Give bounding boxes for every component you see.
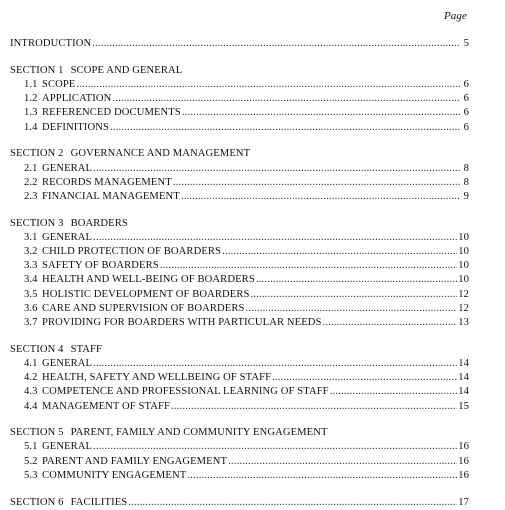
entry-page: 15 [458,400,469,412]
dot-leader [92,37,460,51]
entry-number: 3.2 [24,246,38,258]
entry-number: 1.1 [24,78,38,90]
section-heading[interactable] [10,64,469,78]
section-heading[interactable] [10,217,469,231]
dot-leader [173,176,460,190]
toc-entry[interactable] [10,121,469,135]
entry-number: 4.4 [24,400,38,412]
dot-leader [171,400,457,414]
entry-number: 2.2 [24,176,38,188]
entry-page: 16 [458,469,469,481]
dot-leader [246,302,458,316]
toc-entry[interactable] [10,259,469,273]
entry-page: 12 [458,288,469,300]
entry-title: COMPETENCE AND PROFESSIONAL LEARNING OF STAFF [42,386,329,398]
sections [10,64,469,496]
entry-page: 9 [463,190,469,202]
entry-title: CHILD PROTECTION OF BOARDERS [42,246,222,258]
entry-number: 2.1 [24,162,38,174]
dot-leader [251,288,458,302]
entry-title: CARE AND SUPERVISION OF BOARDERS [42,302,245,314]
dot-leader [93,162,460,176]
entry-title: HEALTH AND WELL-BEING OF BOARDERS [42,274,255,286]
section-label: SECTION 6 [10,496,64,508]
dot-leader [181,190,460,204]
entry-title: GENERAL [42,357,93,369]
entry-title: RECORDS MANAGEMENT [42,176,172,188]
entry-page: 10 [458,231,469,243]
entry-number: 4.3 [24,386,38,398]
entry-page: 13 [458,316,469,328]
section-label: SECTION 1 [10,64,64,76]
entry-page: 12 [458,302,469,314]
toc-entry[interactable] [10,106,469,120]
section-title: STAFF [70,343,103,355]
entry-number: 2.3 [24,190,38,202]
toc-entry[interactable] [10,302,469,316]
toc-entry[interactable] [10,400,469,414]
section-label: SECTION 2 [10,148,64,160]
toc-entry[interactable] [10,231,469,245]
entry-title: SCOPE [42,78,76,90]
section-label: SECTION 3 [10,217,64,229]
dot-leader [187,469,457,483]
dot-leader [76,78,460,92]
section-title: SCOPE AND GENERAL [70,64,183,76]
toc-entry[interactable] [10,273,469,287]
page-column-label: Page [443,10,467,22]
entry-title: APPLICATION [42,93,112,105]
entry-number: 3.6 [24,302,38,314]
dot-leader [160,259,457,273]
entry-title: GENERAL [42,162,93,174]
entry-page: 10 [458,260,469,272]
entry-title: GENERAL [42,441,93,453]
section-heading[interactable] [10,147,469,161]
entry-page: 14 [458,357,469,369]
toc-entry[interactable] [10,190,469,204]
entry-title: GENERAL [42,231,93,243]
toc-entry[interactable] [10,455,469,469]
entry-number: 3.7 [24,316,38,328]
entry-page: 10 [458,274,469,286]
toc-entry[interactable] [10,371,469,385]
entry-title: PARENT AND FAMILY ENGAGEMENT [42,455,228,467]
entry-number: 4.2 [24,372,38,384]
toc-entry-introduction[interactable] [10,37,469,51]
dot-leader [182,106,460,120]
toc-entry[interactable] [10,176,469,190]
toc-entry[interactable] [10,245,469,259]
entry-page: 14 [458,386,469,398]
entry-page: 5 [463,38,469,49]
toc-entry[interactable] [10,78,469,92]
entry-page: 16 [458,441,469,453]
entry-page: 6 [463,78,469,90]
entry-page: 6 [463,107,469,119]
toc-entry[interactable] [10,385,469,399]
toc-entry[interactable] [10,440,469,454]
entry-number: 5.3 [24,469,38,481]
entry-number: 1.4 [24,121,38,133]
dot-leader [330,385,458,399]
section-title: BOARDERS [70,217,128,229]
entry-title: SAFETY OF BOARDERS [42,260,159,272]
entry-page: 6 [463,121,469,133]
dot-leader [112,92,460,106]
section-title: FACILITIES [70,496,128,508]
entry-title: DEFINITIONS [42,121,110,133]
entry-number: 3.3 [24,260,38,272]
entry-number: 3.1 [24,231,38,243]
dot-leader [228,455,457,469]
entry-number: 3.4 [24,274,38,286]
section-label: SECTION 5 [10,427,64,439]
entry-title: INTRODUCTION [10,38,92,49]
entry-page: 8 [463,162,469,174]
entry-title: HEALTH, SAFETY AND WELLBEING OF STAFF [42,372,272,384]
toc-entries [10,37,469,510]
toc-entry[interactable] [10,357,469,371]
dot-leader [323,316,458,330]
entry-number: 1.2 [24,93,38,105]
toc-entry[interactable] [10,288,469,302]
entry-title: REFERENCED DOCUMENTS [42,107,181,119]
entry-page: 10 [458,246,469,258]
toc-entry[interactable] [10,316,469,330]
section-label: SECTION 4 [10,343,64,355]
entry-page: 6 [463,93,469,105]
entry-page: 14 [458,372,469,384]
entry-page: 8 [463,176,469,188]
toc-entry[interactable] [10,92,469,106]
entry-title: MANAGEMENT OF STAFF [42,400,171,412]
toc-entry[interactable] [10,469,469,483]
entry-title: FINANCIAL MANAGEMENT [42,190,180,202]
section-heading[interactable] [10,343,469,357]
dot-leader [272,371,457,385]
dot-leader [93,357,457,371]
entry-page: 16 [458,455,469,467]
entry-title: COMMUNITY ENGAGEMENT [42,469,187,481]
section-title: GOVERNANCE AND MANAGEMENT [70,148,251,160]
section-title: PARENT, FAMILY AND COMMUNITY ENGAGEMENT [70,427,328,439]
dot-leader [222,245,457,259]
dot-leader [256,273,457,287]
entry-number: 5.1 [24,441,38,453]
dot-leader [93,440,457,454]
entry-page: 17 [458,496,469,508]
entry-number: 5.2 [24,455,38,467]
toc-entry[interactable] [10,162,469,176]
dot-leader [93,231,457,245]
entry-number: 1.3 [24,107,38,119]
entry-title: HOLISTIC DEVELOPMENT OF BOARDERS [42,288,250,300]
entry-title: PROVIDING FOR BOARDERS WITH PARTICULAR NEEDS [42,316,322,328]
entry-number: 3.5 [24,288,38,300]
dot-leader [110,121,460,135]
section-heading[interactable] [10,426,469,440]
entry-number: 4.1 [24,357,38,369]
